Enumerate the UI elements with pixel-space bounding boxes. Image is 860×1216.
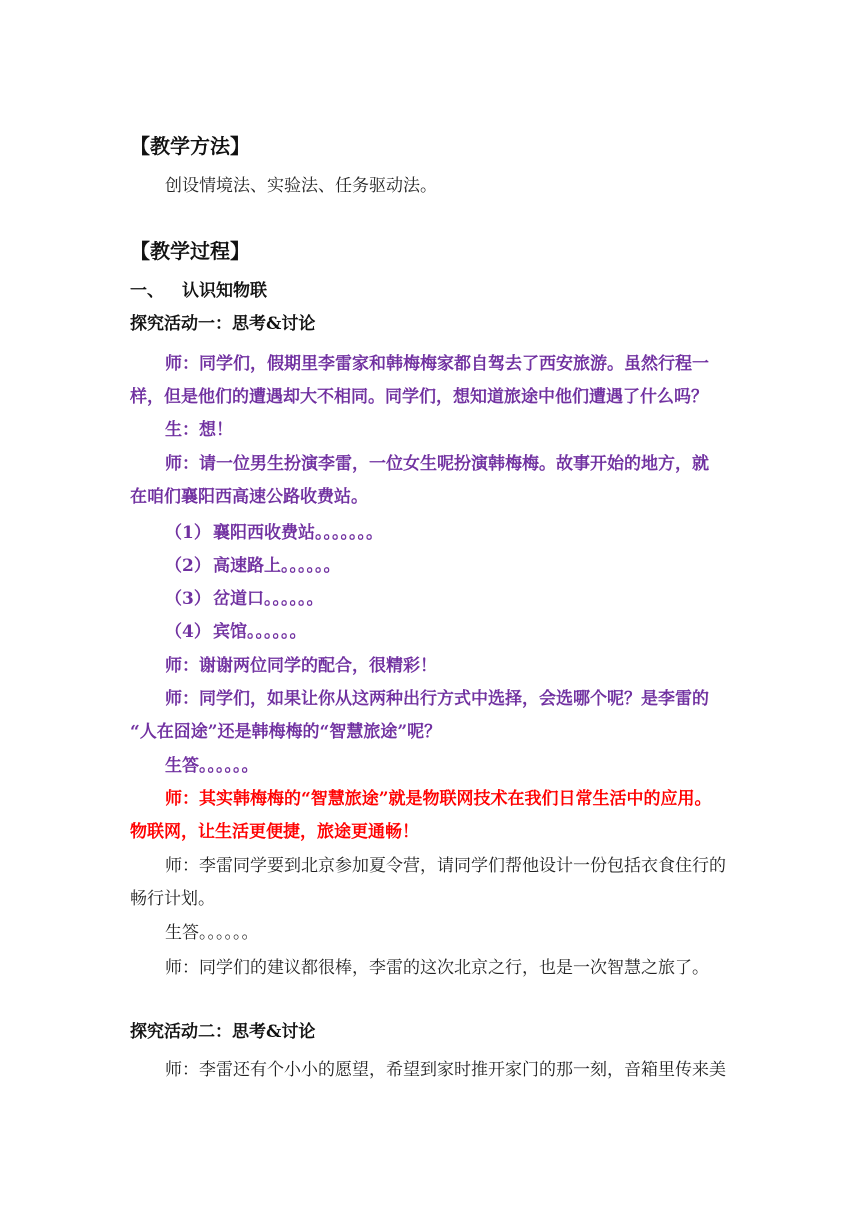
paragraph-5-line-2: “人在囧途”还是韩梅梅的“智慧旅途”呢？ <box>130 722 442 742</box>
list-item-text: 宾馆。。。。。。 <box>213 622 307 642</box>
list-item-text: 高速路上。。。。。。 <box>213 556 341 576</box>
paragraph-11-line-1: 师：李雷还有个小小的愿望，希望到家时推开家门的那一刻，音箱里传来美 <box>165 1060 726 1080</box>
paragraph-1-line-1: 师：同学们，假期里李雷家和韩梅梅家都自驾去了西安旅游。虽然行程一 <box>165 354 709 374</box>
method-heading: 【教学方法】 <box>130 134 250 158</box>
list-item-text: 襄阳西收费站。。。。。。。 <box>213 523 383 543</box>
list-item-text: 岔道口。。。。。。 <box>213 589 324 609</box>
activity-1-title: 探究活动一：思考&讨论 <box>130 314 316 334</box>
paragraph-3-line-2: 在咱们襄阳西高速公路收费站。 <box>130 487 368 507</box>
paragraph-6: 生答。。。。。。 <box>165 756 259 776</box>
list-item <box>165 587 324 611</box>
paragraph-10: 师：同学们的建议都很棒，李雷的这次北京之行，也是一次智慧之旅了。 <box>165 958 709 978</box>
paragraph-7-line-2: 物联网，让生活更便捷，旅途更通畅！ <box>130 822 419 842</box>
paragraph-5-line-1: 师：同学们，如果让你从这两种出行方式中选择，会选哪个呢？是李雷的 <box>165 689 709 709</box>
list-item <box>165 554 341 578</box>
list-item-number: （1） <box>165 523 211 543</box>
paragraph-9: 生答。。。。。。 <box>165 923 259 943</box>
list-item <box>165 620 307 644</box>
activity-2-title: 探究活动二：思考&讨论 <box>130 1022 316 1042</box>
list-item-number: （3） <box>165 589 211 609</box>
paragraph-4: 师：谢谢两位同学的配合，很精彩！ <box>165 656 437 676</box>
paragraph-1-line-2: 样，但是他们的遭遇却大不相同。同学们，想知道旅途中他们遭遇了什么吗？ <box>130 387 708 407</box>
paragraph-8-line-1: 师：李雷同学要到北京参加夏令营，请同学们帮他设计一份包括衣食住行的 <box>165 856 726 876</box>
process-heading: 【教学过程】 <box>130 239 250 263</box>
section-number: 一、 <box>130 281 164 301</box>
paragraph-7-line-1: 师：其实韩梅梅的“智慧旅途”就是物联网技术在我们日常生活中的应用。 <box>165 789 712 809</box>
paragraph-8-line-2: 畅行计划。 <box>130 889 215 909</box>
list-item <box>165 521 383 545</box>
list-item-number: （2） <box>165 556 211 576</box>
paragraph-2: 生：想！ <box>165 420 233 440</box>
method-text: 创设情境法、实验法、任务驱动法。 <box>165 176 437 196</box>
section-1-heading <box>130 279 267 303</box>
paragraph-3-line-1: 师：请一位男生扮演李雷，一位女生呢扮演韩梅梅。故事开始的地方，就 <box>165 454 709 474</box>
list-item-number: （4） <box>165 622 211 642</box>
section-title: 认识知物联 <box>182 281 267 301</box>
